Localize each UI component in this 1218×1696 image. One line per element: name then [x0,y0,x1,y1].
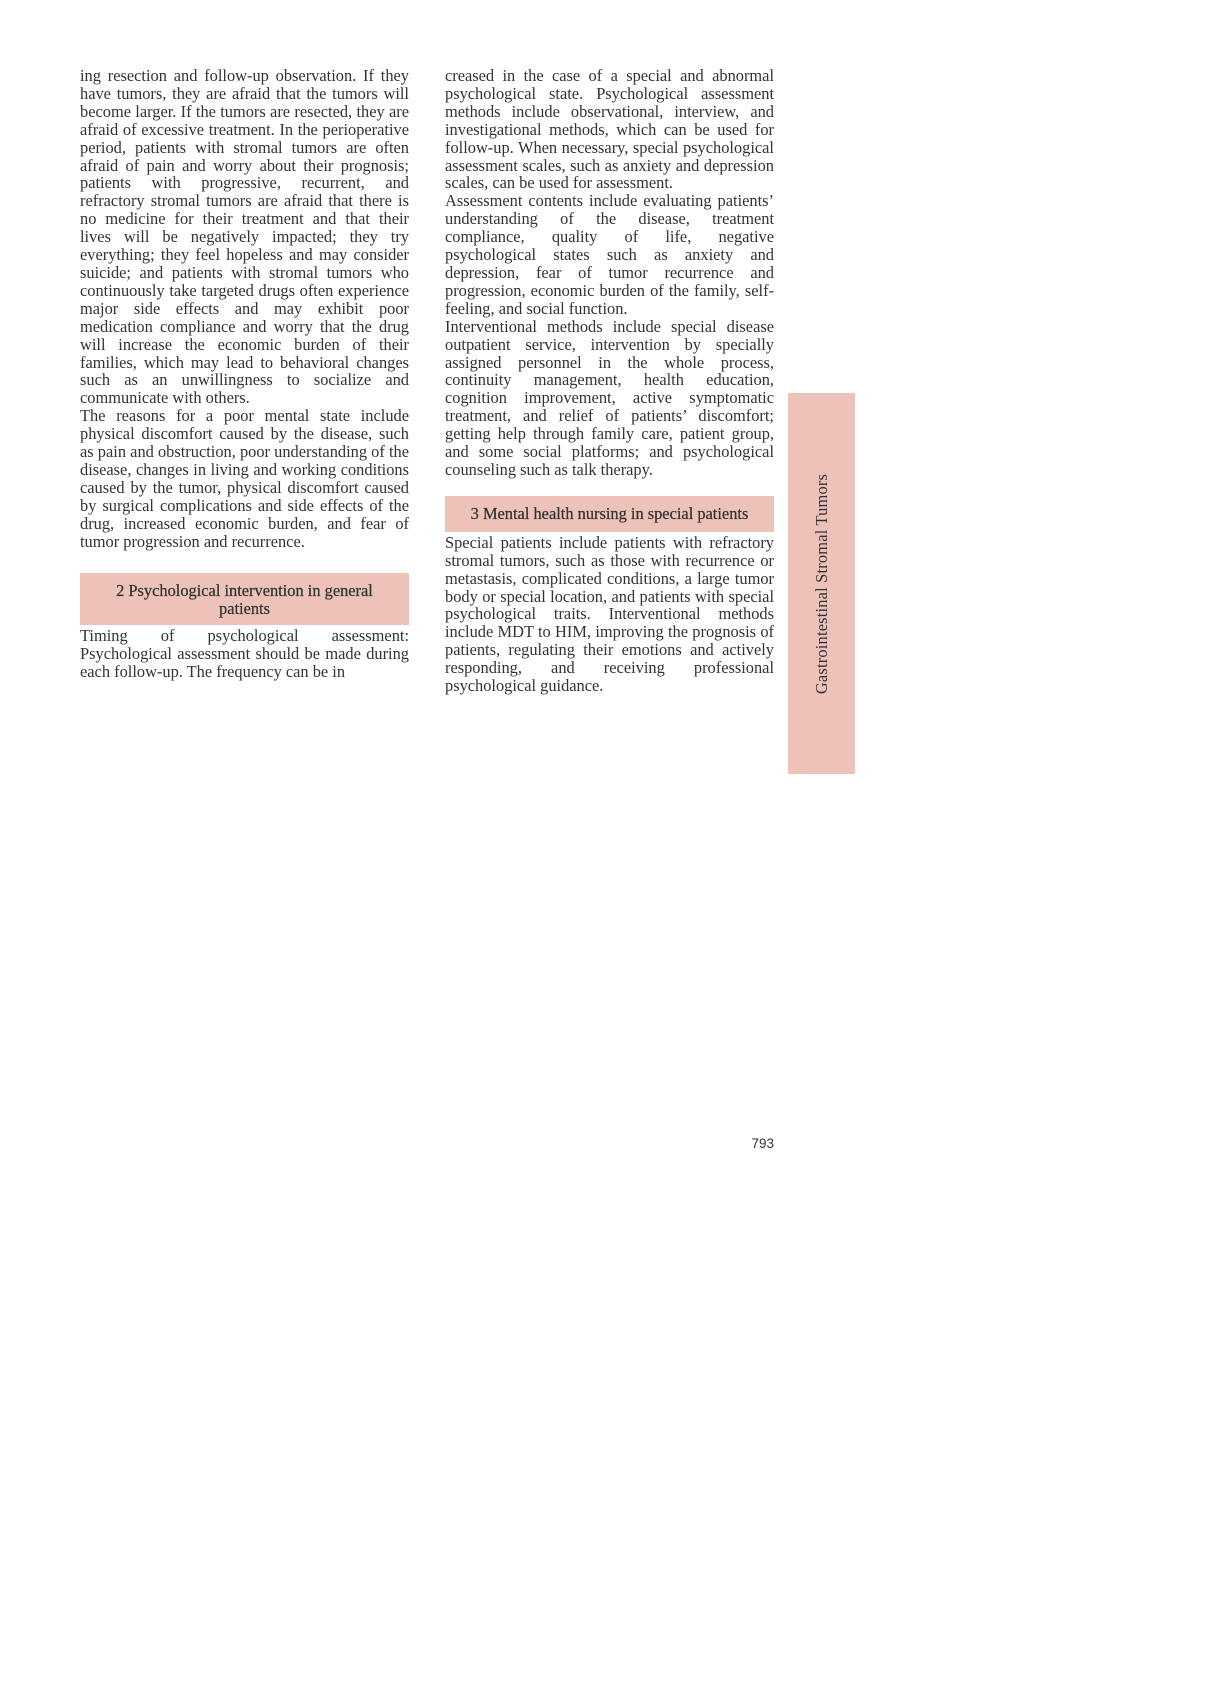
right-column [445,67,774,695]
left-column [80,67,409,681]
body-paragraph: Interventional methods include special disease outpatient service, intervention by specially assigned personnel in the whole process, continuity management, health education, cognition improvement, active symptomatic treatment, and relief of patients’ discomfort; getting help through family care, patient group, and some social platforms; and psychological counseling such as talk therapy. [445,316,774,479]
section-heading-2: 2 Psychological intervention in general patients [80,573,409,625]
chapter-side-tab [788,393,855,774]
chapter-side-tab-label: Gastrointestinal Stromal Tumors [811,473,831,694]
body-paragraph: Timing of psychological assessment: Psychological assessment should be made during each follow-up. The frequency can be in [80,626,409,682]
body-paragraph: ing resection and follow-up observation. If they have tumors, they are afraid that the tumors will become larger. If the tumors are resected, they are afraid of excessive treatment. In the perioperative period, patients with stromal tumors are often afraid of pain and worry about their prognosis; patients with progressive, recurrent, and refractory stromal tumors are afraid that there is no medicine for their treatment and that their lives will be negatively impacted; they try everything; they feel hopeless and may consider suicide; and patients with stromal tumors who continuously take targeted drugs often experience major side effects and may exhibit poor medication compliance and worry that the drug will increase the economic burden of their families, which may lead to behavioral changes such as an unwillingness to socialize and communicate with others. [80,66,409,408]
body-paragraph: creased in the case of a special and abnormal psychological state. Psychological assessment methods include observational, interview, and investigational methods, which can be used for follow-up. When necessary, special psychological assessment scales, such as anxiety and depression scales, can be used for assessment. [445,66,774,193]
body-paragraph: The reasons for a poor mental state include physical discomfort caused by the disease, such as pain and obstruction, poor understanding of the disease, changes in living and working conditions caused by the tumor, physical discomfort caused by surgical complications and side effects of the drug, increased economic burden, and fear of tumor progression and recurrence. [80,406,409,551]
body-paragraph: Special patients include patients with refractory stromal tumors, such as those with recurrence or metastasis, complicated conditions, a large tumor body or special location, and patients with special psychological traits. Interventional methods include MDT to HIM, improving the prognosis of patients, regulating their emotions and actively responding, and receiving professional psychological guidance. [445,532,774,696]
body-paragraph: Assessment contents include evaluating patients’ understanding of the disease, treatment compliance, quality of life, negative psychological states such as anxiety and depression, fear of tumor recurrence and progression, economic burden of the family, self-feeling, and social function. [445,191,774,318]
page-number: 793 [751,1136,774,1151]
section-heading-3: 3 Mental health nursing in special patients [445,496,774,532]
